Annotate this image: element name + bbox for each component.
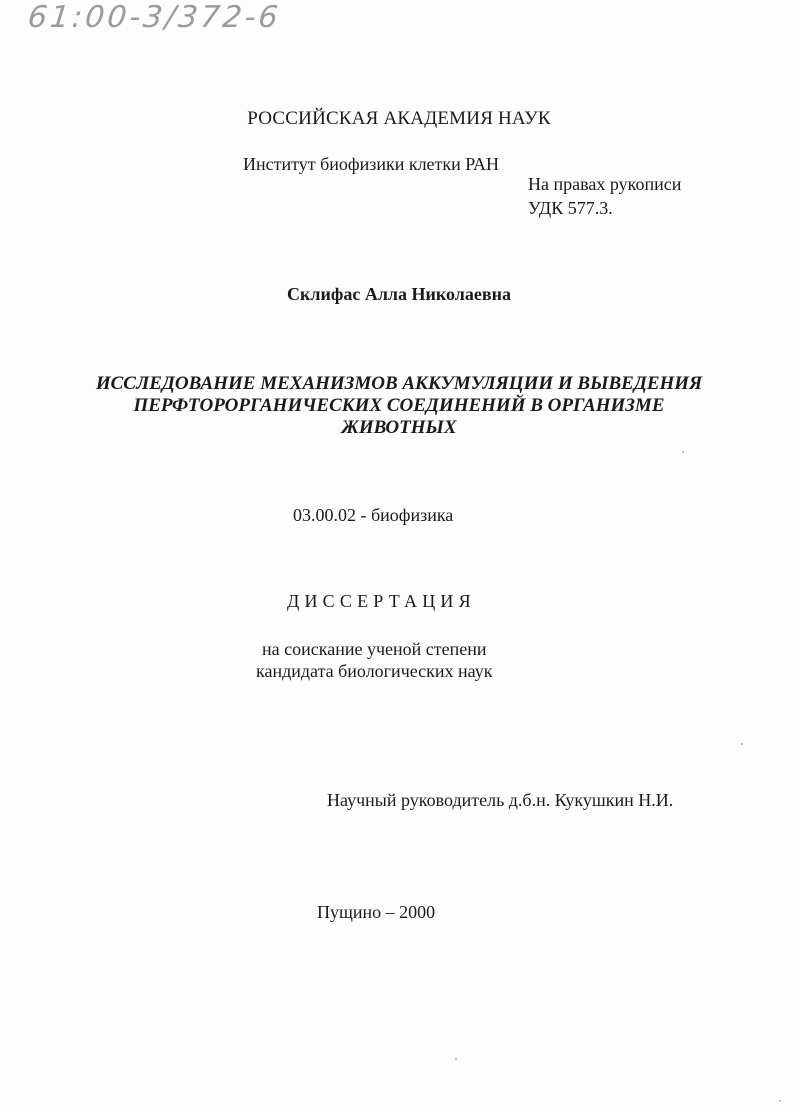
academy-name: РОССИЙСКАЯ АКАДЕМИЯ НАУК (247, 108, 551, 129)
title-line: ЖИВОТНЫХ (341, 417, 457, 438)
title-line: ПЕРФТОРОРГАНИЧЕСКИХ СОЕДИНЕНИЙ В ОРГАНИЗМЕ (133, 395, 665, 416)
institute-name: Институт биофизики клетки РАН (243, 154, 499, 174)
dissertation-title (40, 373, 758, 439)
scientific-supervisor: Научный руководитель д.б.н. Кукушкин Н.И. (327, 790, 674, 810)
scan-speck (779, 1100, 781, 1102)
degree-line: на соискание ученой степени (262, 639, 487, 659)
scan-speck (682, 451, 684, 453)
city-and-year: Пущино – 2000 (317, 902, 436, 922)
manuscript-rights-note: На правах рукописи (528, 174, 682, 194)
specialty-code: 03.00.02 - биофизика (293, 505, 454, 525)
document-type-heading: ДИССЕРТАЦИЯ (287, 591, 476, 611)
scan-speck (741, 743, 743, 745)
udk-code: УДК 577.3. (528, 198, 613, 218)
degree-line: кандидата биологических наук (256, 661, 493, 681)
author-name: Склифас Алла Николаевна (287, 284, 511, 304)
archive-code-stamp: 61:00-3/372-6 (26, 0, 283, 35)
title-line: ИССЛЕДОВАНИЕ МЕХАНИЗМОВ АККУМУЛЯЦИИ И ВЫВЕДЕНИЯ (95, 373, 703, 394)
scan-speck (455, 1058, 457, 1060)
